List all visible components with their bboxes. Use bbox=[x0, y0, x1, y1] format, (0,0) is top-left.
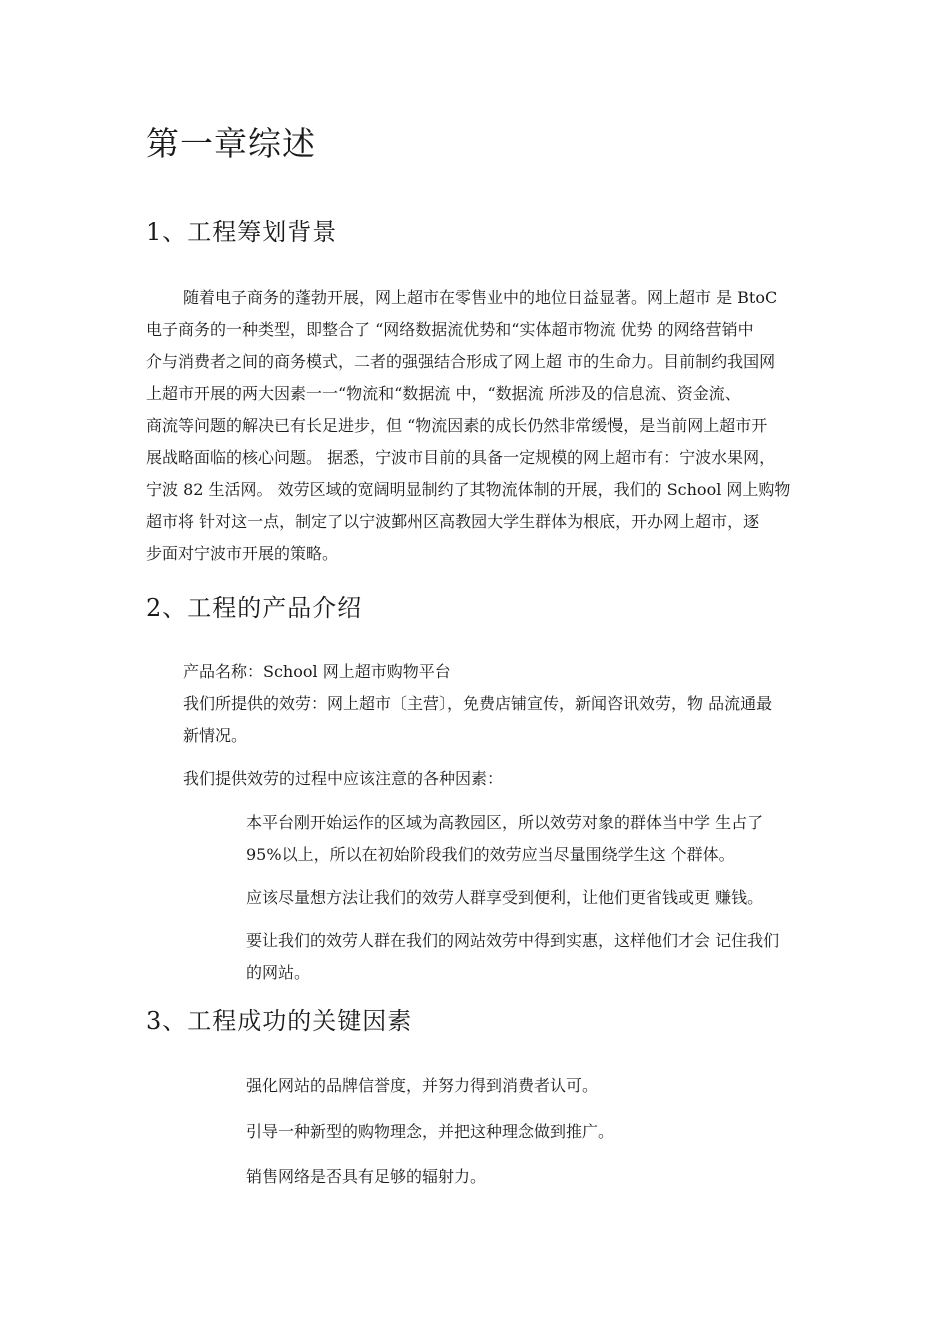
factor-line: 本平台刚开始运作的区域为高教园区，所以效劳对象的群体当中学 生占了 bbox=[246, 813, 764, 832]
factor-3 bbox=[246, 925, 779, 989]
paragraph-line: 随着电子商务的蓬勃开展，网上超市在零售业中的地位日益显著。网上超市 是 BtoC bbox=[183, 288, 778, 307]
paragraph-line: 宁波 82 生活网。 效劳区域的宽阔明显制约了其物流体制的开展，我们的 School 网上购物 bbox=[146, 480, 791, 499]
services-line: 我们所提供的效劳：网上超市〔主营〕，免费店铺宣传，新闻咨讯效劳，物 品流通最 bbox=[183, 694, 773, 713]
paragraph-line: 展战略面临的核心问题。 据悉，宁波市目前的具备一定规模的网上超市有：宁波水果网， bbox=[146, 448, 776, 467]
key-factor-item: 销售网络是否具有足够的辐射力。 bbox=[246, 1167, 487, 1186]
factor-2: 应该尽量想方法让我们的效劳人群享受到便利，让他们更省钱或更 赚钱。 bbox=[246, 888, 764, 907]
section-2-title: 2、工程的产品介绍 bbox=[146, 594, 363, 622]
factor-line: 95%以上，所以在初始阶段我们的效劳应当尽量围绕学生这 个群体。 bbox=[246, 845, 735, 864]
factor-line: 要让我们的效劳人群在我们的网站效劳中得到实惠，这样他们才会 记住我们 bbox=[246, 931, 780, 950]
key-factor-item: 引导一种新型的购物理念，并把这种理念做到推广。 bbox=[246, 1122, 615, 1141]
key-factor-item: 强化网站的品牌信誉度，并努力得到消费者认可。 bbox=[246, 1076, 599, 1095]
factor-1 bbox=[246, 807, 763, 871]
paragraph-line: 步面对宁波市开展的策略。 bbox=[146, 544, 339, 563]
section-3-title: 3、工程成功的关键因素 bbox=[146, 1007, 413, 1035]
section-1-paragraph bbox=[146, 282, 826, 570]
factors-intro: 我们提供效劳的过程中应该注意的各种因素： bbox=[183, 769, 504, 788]
paragraph-line: 商流等问题的解决已有长足进步，但 “物流因素的成长仍然非常缓慢，是当前网上超市开 bbox=[146, 416, 768, 435]
factor-line: 的网站。 bbox=[246, 963, 311, 982]
paragraph-line: 超市将 针对这一点，制定了以宁波鄞州区高教园大学生群体为根底，开办网上超市，逐 bbox=[146, 512, 760, 531]
paragraph-line: 电子商务的一种类型，即整合了 “网络数据流优势和“实体超市物流 优势 的网络营销中 bbox=[146, 320, 754, 339]
paragraph-line: 介与消费者之间的商务模式，二者的强强结合形成了网上超 市的生命力。目前制约我国网 bbox=[146, 352, 776, 371]
product-name: 产品名称：School 网上超市购物平台 bbox=[183, 662, 451, 681]
chapter-title: 第一章综述 bbox=[146, 124, 316, 163]
services-line: 新情况。 bbox=[183, 726, 248, 745]
section-1-title: 1、工程筹划背景 bbox=[146, 218, 338, 246]
services-text bbox=[183, 688, 772, 752]
paragraph-line: 上超市开展的两大因素一一“物流和“数据流 中，“数据流 所涉及的信息流、资金流、 bbox=[146, 384, 741, 403]
